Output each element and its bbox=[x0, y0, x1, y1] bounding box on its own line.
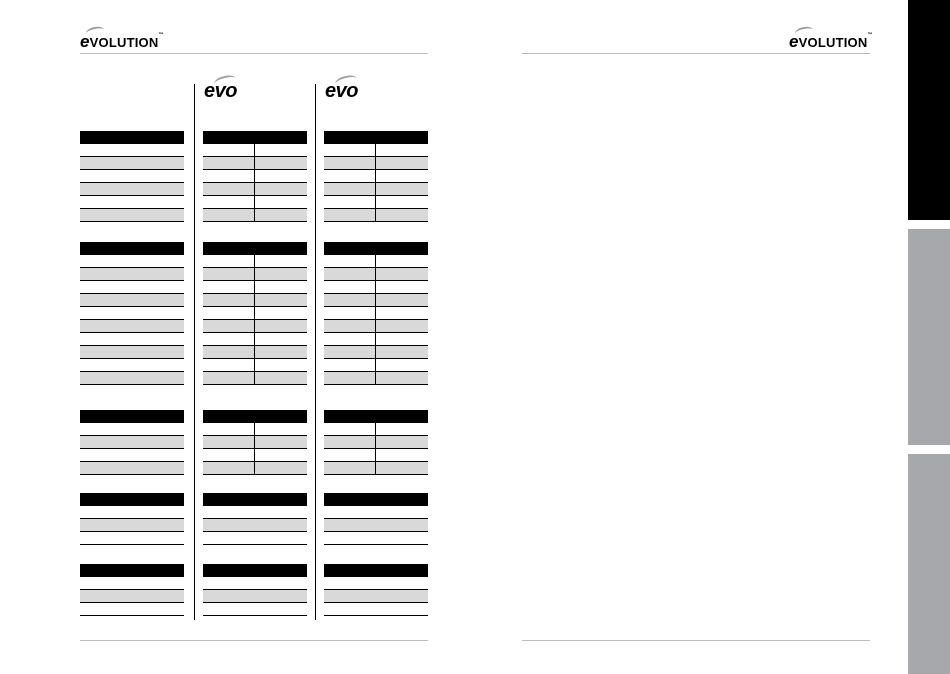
brand-text-right: VOLUTION bbox=[798, 35, 868, 50]
table-row bbox=[203, 209, 307, 222]
table-row bbox=[80, 209, 184, 222]
table-row bbox=[324, 577, 428, 590]
evo-mark-text: evo bbox=[325, 80, 358, 102]
table-row bbox=[203, 346, 307, 359]
table-row bbox=[80, 320, 184, 333]
spec-table bbox=[80, 242, 184, 385]
table-row bbox=[80, 436, 184, 449]
spec-table bbox=[80, 564, 184, 616]
table-row bbox=[203, 281, 307, 294]
evolution-logo-right: eVOLUTION™ bbox=[789, 33, 873, 50]
table-row bbox=[324, 196, 428, 209]
table-row bbox=[324, 436, 428, 449]
table-row bbox=[80, 577, 184, 590]
table-row bbox=[324, 506, 428, 519]
table-row bbox=[80, 449, 184, 462]
table-row bbox=[324, 590, 428, 603]
side-tab[interactable] bbox=[908, 454, 950, 674]
table-row bbox=[203, 449, 307, 462]
table-row bbox=[324, 281, 428, 294]
table-row bbox=[324, 157, 428, 170]
table-row bbox=[203, 423, 307, 436]
table-row bbox=[324, 346, 428, 359]
table-header bbox=[203, 410, 307, 423]
spec-table bbox=[80, 410, 184, 475]
table-header bbox=[203, 131, 307, 144]
table-header bbox=[203, 493, 307, 506]
table-row bbox=[203, 333, 307, 346]
side-tab-active[interactable] bbox=[908, 0, 950, 220]
table-row bbox=[80, 506, 184, 519]
spec-table bbox=[324, 131, 428, 222]
table-row bbox=[203, 268, 307, 281]
spec-table bbox=[80, 493, 184, 545]
table-row bbox=[80, 519, 184, 532]
evo-mark-text: evo bbox=[204, 80, 237, 102]
table-row bbox=[80, 372, 184, 385]
spec-table bbox=[203, 131, 307, 222]
table-row bbox=[324, 294, 428, 307]
footer-rule-left bbox=[80, 640, 428, 641]
table-row bbox=[80, 294, 184, 307]
table-row bbox=[203, 294, 307, 307]
spec-table bbox=[324, 564, 428, 616]
side-tab[interactable] bbox=[908, 229, 950, 445]
table-row bbox=[80, 603, 184, 616]
table-row bbox=[324, 359, 428, 372]
table-row bbox=[324, 320, 428, 333]
table-row bbox=[203, 144, 307, 157]
table-row bbox=[80, 333, 184, 346]
table-row bbox=[203, 506, 307, 519]
table-row bbox=[203, 157, 307, 170]
table-row bbox=[80, 590, 184, 603]
table-row bbox=[80, 144, 184, 157]
table-row bbox=[324, 532, 428, 545]
table-row bbox=[203, 462, 307, 475]
table-row bbox=[203, 590, 307, 603]
table-header bbox=[80, 410, 184, 423]
table-row bbox=[203, 603, 307, 616]
table-row bbox=[203, 577, 307, 590]
table-row bbox=[80, 359, 184, 372]
table-row bbox=[324, 603, 428, 616]
spec-table bbox=[80, 131, 184, 222]
table-row bbox=[203, 320, 307, 333]
table-row bbox=[324, 423, 428, 436]
evolution-logo-left: eVOLUTION™ bbox=[80, 33, 164, 50]
table-row bbox=[80, 196, 184, 209]
spec-table bbox=[203, 493, 307, 545]
table-row bbox=[324, 268, 428, 281]
table-row bbox=[203, 359, 307, 372]
table-row bbox=[324, 333, 428, 346]
table-row bbox=[80, 532, 184, 545]
table-row bbox=[324, 449, 428, 462]
table-row bbox=[203, 307, 307, 320]
footer-rule-right bbox=[522, 640, 870, 641]
table-row bbox=[324, 170, 428, 183]
table-row bbox=[203, 436, 307, 449]
table-row bbox=[324, 372, 428, 385]
table-header bbox=[80, 493, 184, 506]
table-header bbox=[80, 564, 184, 577]
table-header bbox=[80, 242, 184, 255]
spec-table bbox=[324, 242, 428, 385]
table-row bbox=[80, 307, 184, 320]
spec-table bbox=[203, 410, 307, 475]
table-row bbox=[203, 183, 307, 196]
spec-table bbox=[203, 564, 307, 616]
table-row bbox=[324, 144, 428, 157]
spec-table bbox=[203, 242, 307, 385]
table-row bbox=[203, 519, 307, 532]
spec-table bbox=[324, 493, 428, 545]
table-row bbox=[203, 196, 307, 209]
table-row bbox=[324, 519, 428, 532]
table-header bbox=[203, 242, 307, 255]
table-header bbox=[324, 564, 428, 577]
table-header bbox=[324, 493, 428, 506]
table-header bbox=[324, 410, 428, 423]
table-row bbox=[80, 268, 184, 281]
table-row bbox=[80, 346, 184, 359]
table-row bbox=[80, 255, 184, 268]
spec-table bbox=[324, 410, 428, 475]
table-row bbox=[203, 532, 307, 545]
table-row bbox=[203, 372, 307, 385]
column-divider bbox=[194, 84, 195, 620]
table-row bbox=[80, 423, 184, 436]
table-row bbox=[203, 170, 307, 183]
table-row bbox=[324, 462, 428, 475]
table-header bbox=[80, 131, 184, 144]
table-header bbox=[324, 242, 428, 255]
table-row bbox=[324, 255, 428, 268]
evo-logo-mark bbox=[325, 81, 358, 101]
table-row bbox=[324, 209, 428, 222]
table-header bbox=[203, 564, 307, 577]
brand-text-left: VOLUTION bbox=[89, 35, 159, 50]
header-rule-left bbox=[80, 53, 428, 54]
table-row bbox=[80, 170, 184, 183]
table-row bbox=[324, 183, 428, 196]
table-row bbox=[80, 183, 184, 196]
table-row bbox=[80, 281, 184, 294]
table-row bbox=[80, 157, 184, 170]
table-row bbox=[80, 462, 184, 475]
header-rule-right bbox=[522, 53, 870, 54]
table-header bbox=[324, 131, 428, 144]
table-row bbox=[324, 307, 428, 320]
evo-logo-mark bbox=[204, 81, 237, 101]
table-row bbox=[203, 255, 307, 268]
column-divider bbox=[315, 84, 316, 620]
